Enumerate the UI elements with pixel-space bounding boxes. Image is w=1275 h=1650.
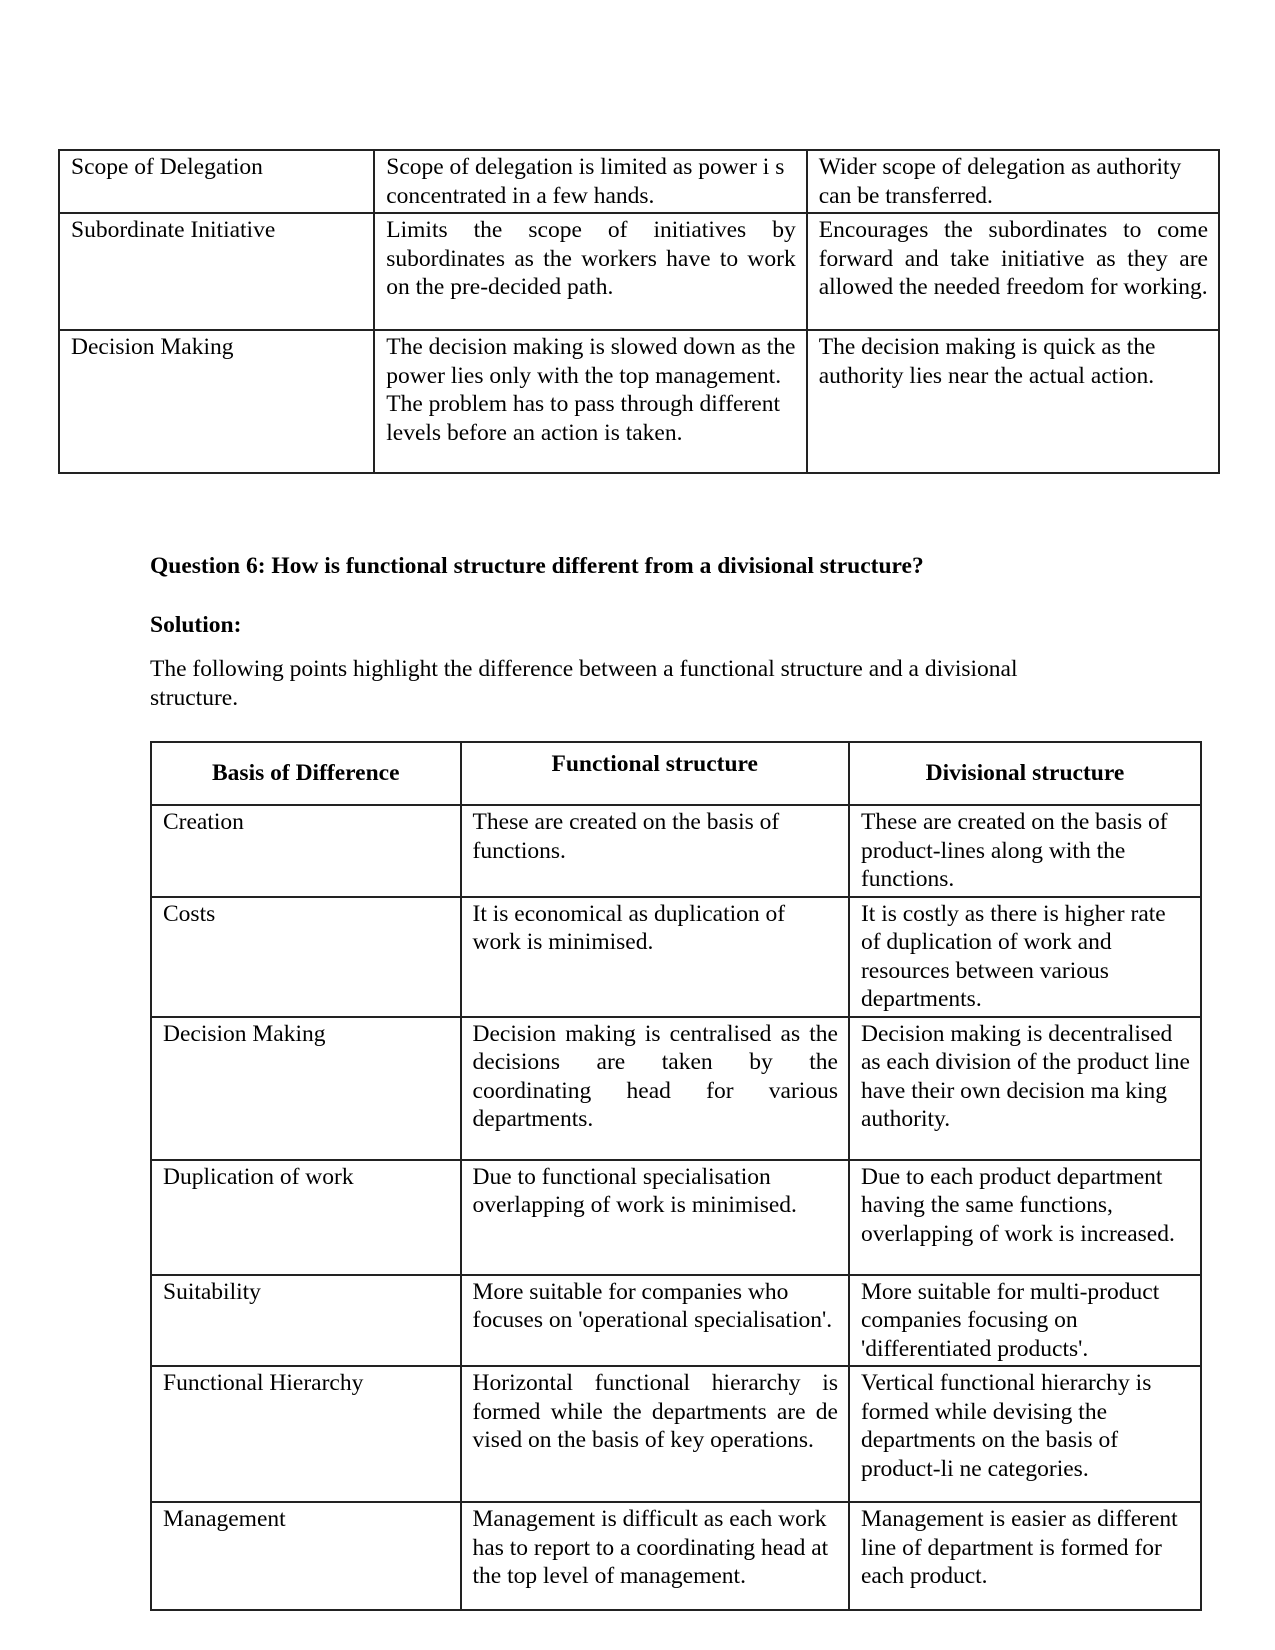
table-row (151, 1275, 1201, 1367)
row-divisional: More suitable for multi-product companies focusing on 'differentiated products'. (849, 1275, 1201, 1367)
row-divisional: Vertical functional hierarchy is formed while devising the departments on the basis of product-li ne categories. (849, 1366, 1201, 1502)
table-row (151, 1017, 1201, 1160)
row-functional: Horizontal functional hierarchy is formed while the departments are de vised on the basis of key operations. (461, 1366, 849, 1502)
row-basis: Subordinate Initiative (59, 213, 374, 330)
row-functional: Due to functional specialisation overlapping of work is minimised. (461, 1160, 849, 1275)
row-col2: The decision making is quick as the authority lies near the actual action. (807, 330, 1219, 473)
row-basis: Decision Making (151, 1017, 461, 1160)
table-row (151, 805, 1201, 897)
row-basis: Costs (151, 897, 461, 1017)
row-basis: Suitability (151, 1275, 461, 1367)
table-row (151, 1160, 1201, 1275)
table-header-row (151, 742, 1201, 805)
row-divisional: Decision making is decentralised as each division of the product line have their own decision ma king authority. (849, 1017, 1201, 1160)
question-title: Question 6: How is functional structure different from a divisional structure? (150, 553, 924, 579)
row-functional: More suitable for companies who focuses on 'operational specialisation'. (461, 1275, 849, 1367)
row-divisional: Due to each product department having the same functions, overlapping of work is increased. (849, 1160, 1201, 1275)
row-col1: Scope of delegation is limited as power i s concentrated in a few hands. (374, 150, 806, 213)
row-functional: These are created on the basis of functions. (461, 805, 849, 897)
table-row (151, 897, 1201, 1017)
header-functional: Functional structure (461, 742, 849, 805)
row-divisional: It is costly as there is higher rate of duplication of work and resources between various departments. (849, 897, 1201, 1017)
row-basis: Scope of Delegation (59, 150, 374, 213)
table-row (59, 213, 1219, 330)
comparison-table-continued (58, 149, 1220, 474)
row-basis: Management (151, 1502, 461, 1610)
row-functional: Decision making is centralised as the decisions are taken by the coordinating head for various departments. (461, 1017, 849, 1160)
functional-vs-divisional-table (150, 741, 1202, 1611)
row-col2: Encourages the subordinates to come forward and take initiative as they are allowed the needed freedom for working. (807, 213, 1219, 330)
row-functional: It is economical as duplication of work is minimised. (461, 897, 849, 1017)
row-basis: Decision Making (59, 330, 374, 473)
row-col1: Limits the scope of initiatives by subordinates as the workers have to work on the pre-decided path. (374, 213, 806, 330)
row-divisional: Management is easier as different line of department is formed for each product. (849, 1502, 1201, 1610)
row-functional: Management is difficult as each work has to report to a coordinating head at the top level of management. (461, 1502, 849, 1610)
row-basis: Creation (151, 805, 461, 897)
table-row (59, 150, 1219, 213)
row-col2: Wider scope of delegation as authority can be transferred. (807, 150, 1219, 213)
intro-paragraph: The following points highlight the difference between a functional structure and a divisional structure. (150, 656, 1018, 711)
row-col1: The decision making is slowed down as the power lies only with the top management. The problem has to pass through different levels before an action is taken. (374, 330, 806, 473)
table-row (151, 1366, 1201, 1502)
row-basis: Functional Hierarchy (151, 1366, 461, 1502)
table-row (151, 1502, 1201, 1610)
solution-label: Solution: (150, 612, 242, 638)
table-row (59, 330, 1219, 473)
header-divisional: Divisional structure (849, 742, 1201, 805)
row-divisional: These are created on the basis of product-lines along with the functions. (849, 805, 1201, 897)
row-basis: Duplication of work (151, 1160, 461, 1275)
header-basis: Basis of Difference (151, 742, 461, 805)
